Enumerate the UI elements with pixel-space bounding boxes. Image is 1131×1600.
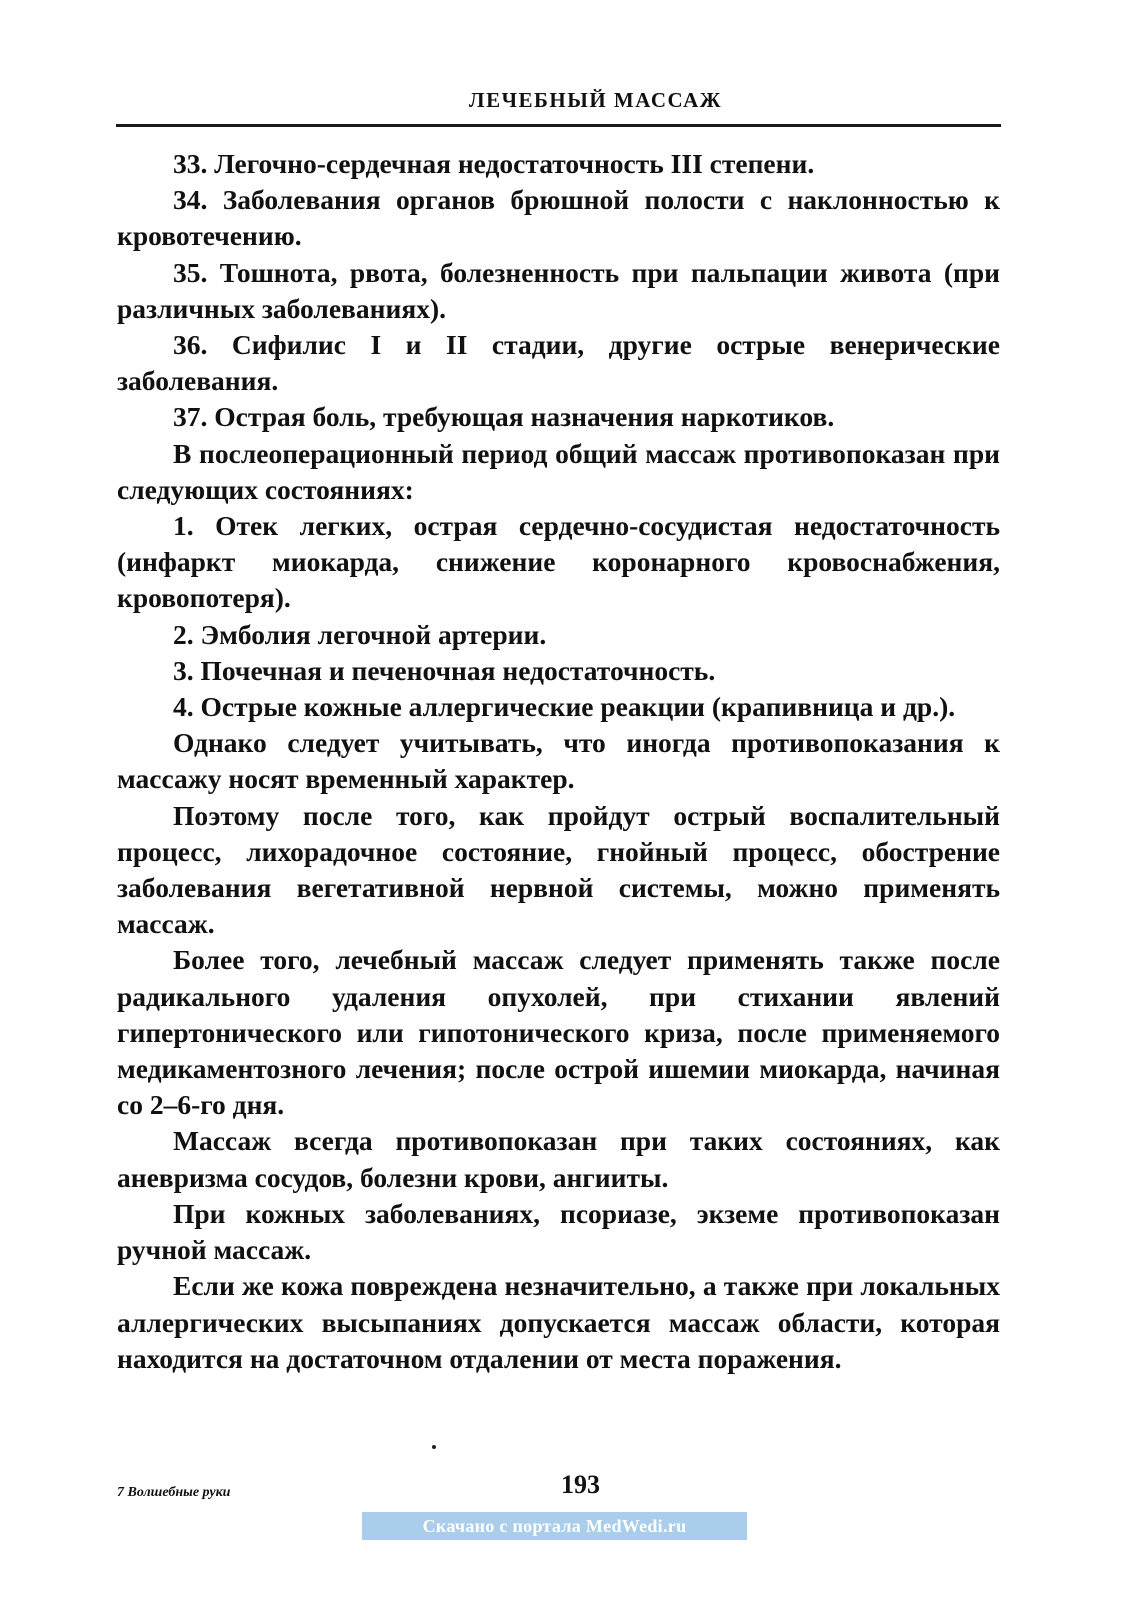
paragraph: В послеоперационный период общий массаж противопоказан при следующих состояниях:: [117, 437, 1000, 505]
running-header: ЛЕЧЕБНЫЙ МАССАЖ: [468, 88, 723, 112]
stray-dot: [432, 1445, 436, 1449]
paragraph: 37. Острая боль, требующая назначения наркотиков.: [173, 401, 835, 433]
signature-mark: 7 Волшебные руки: [117, 1485, 231, 1500]
paragraph: Если же кожа повреждена незначительно, а также при локальных аллергических высыпаниях допускается массаж области, которая находится на достаточном отдалении от места поражения.: [117, 1270, 1000, 1374]
paragraph: Поэтому после того, как пройдут острый воспалительный процесс, лихорадочное состояние, гнойный процесс, обострение заболевания вегетативной нервной системы, можно применять массаж.: [117, 799, 1000, 940]
paragraph: Более того, лечебный массаж следует применять также после радикального удаления опухолей, при стихании явлений гипертонического или гипотонического криза, после применяемого медикаментозного лечения; после острой ишемии миокарда, начиная со 2–6-го дня.: [117, 944, 1000, 1121]
paragraph: Массаж всегда противопоказан при таких состояниях, как аневризма сосудов, болезни крови, ангииты.: [117, 1125, 1000, 1193]
paragraph: При кожных заболеваниях, псориазе, экземе противопоказан ручной массаж.: [117, 1197, 1000, 1266]
paragraph: 4. Острые кожные аллергические реакции (крапивница и др.).: [173, 691, 956, 723]
paragraph: 35. Тошнота, рвота, болезненность при пальпации живота (при различных заболеваниях).: [117, 256, 1000, 324]
watermark-banner: Скачано с портала MedWedi.ru: [362, 1512, 747, 1540]
paragraph: 36. Сифилис I и II стадии, другие острые венерические заболевания.: [117, 329, 1000, 397]
body-text: [117, 146, 1000, 1377]
paragraph: 33. Легочно-сердечная недостаточность III степени.: [173, 148, 815, 179]
paragraph: 34. Заболевания органов брюшной полости с наклонностью к кровотечению.: [117, 184, 1000, 252]
paragraph: Однако следует учитывать, что иногда противопоказания к массажу носят временный характер.: [117, 727, 1000, 795]
paragraph: 1. Отек легких, острая сердечно-сосудистая недостаточность (инфаркт миокарда, снижение коронарного кровоснабжения, кровопотеря).: [117, 510, 1000, 614]
header-rule: [116, 124, 1001, 127]
page-number: 193: [561, 1470, 600, 1499]
paragraph: 2. Эмболия легочной артерии.: [173, 618, 547, 650]
paragraph: 3. Почечная и печеночная недостаточность.: [173, 654, 716, 686]
